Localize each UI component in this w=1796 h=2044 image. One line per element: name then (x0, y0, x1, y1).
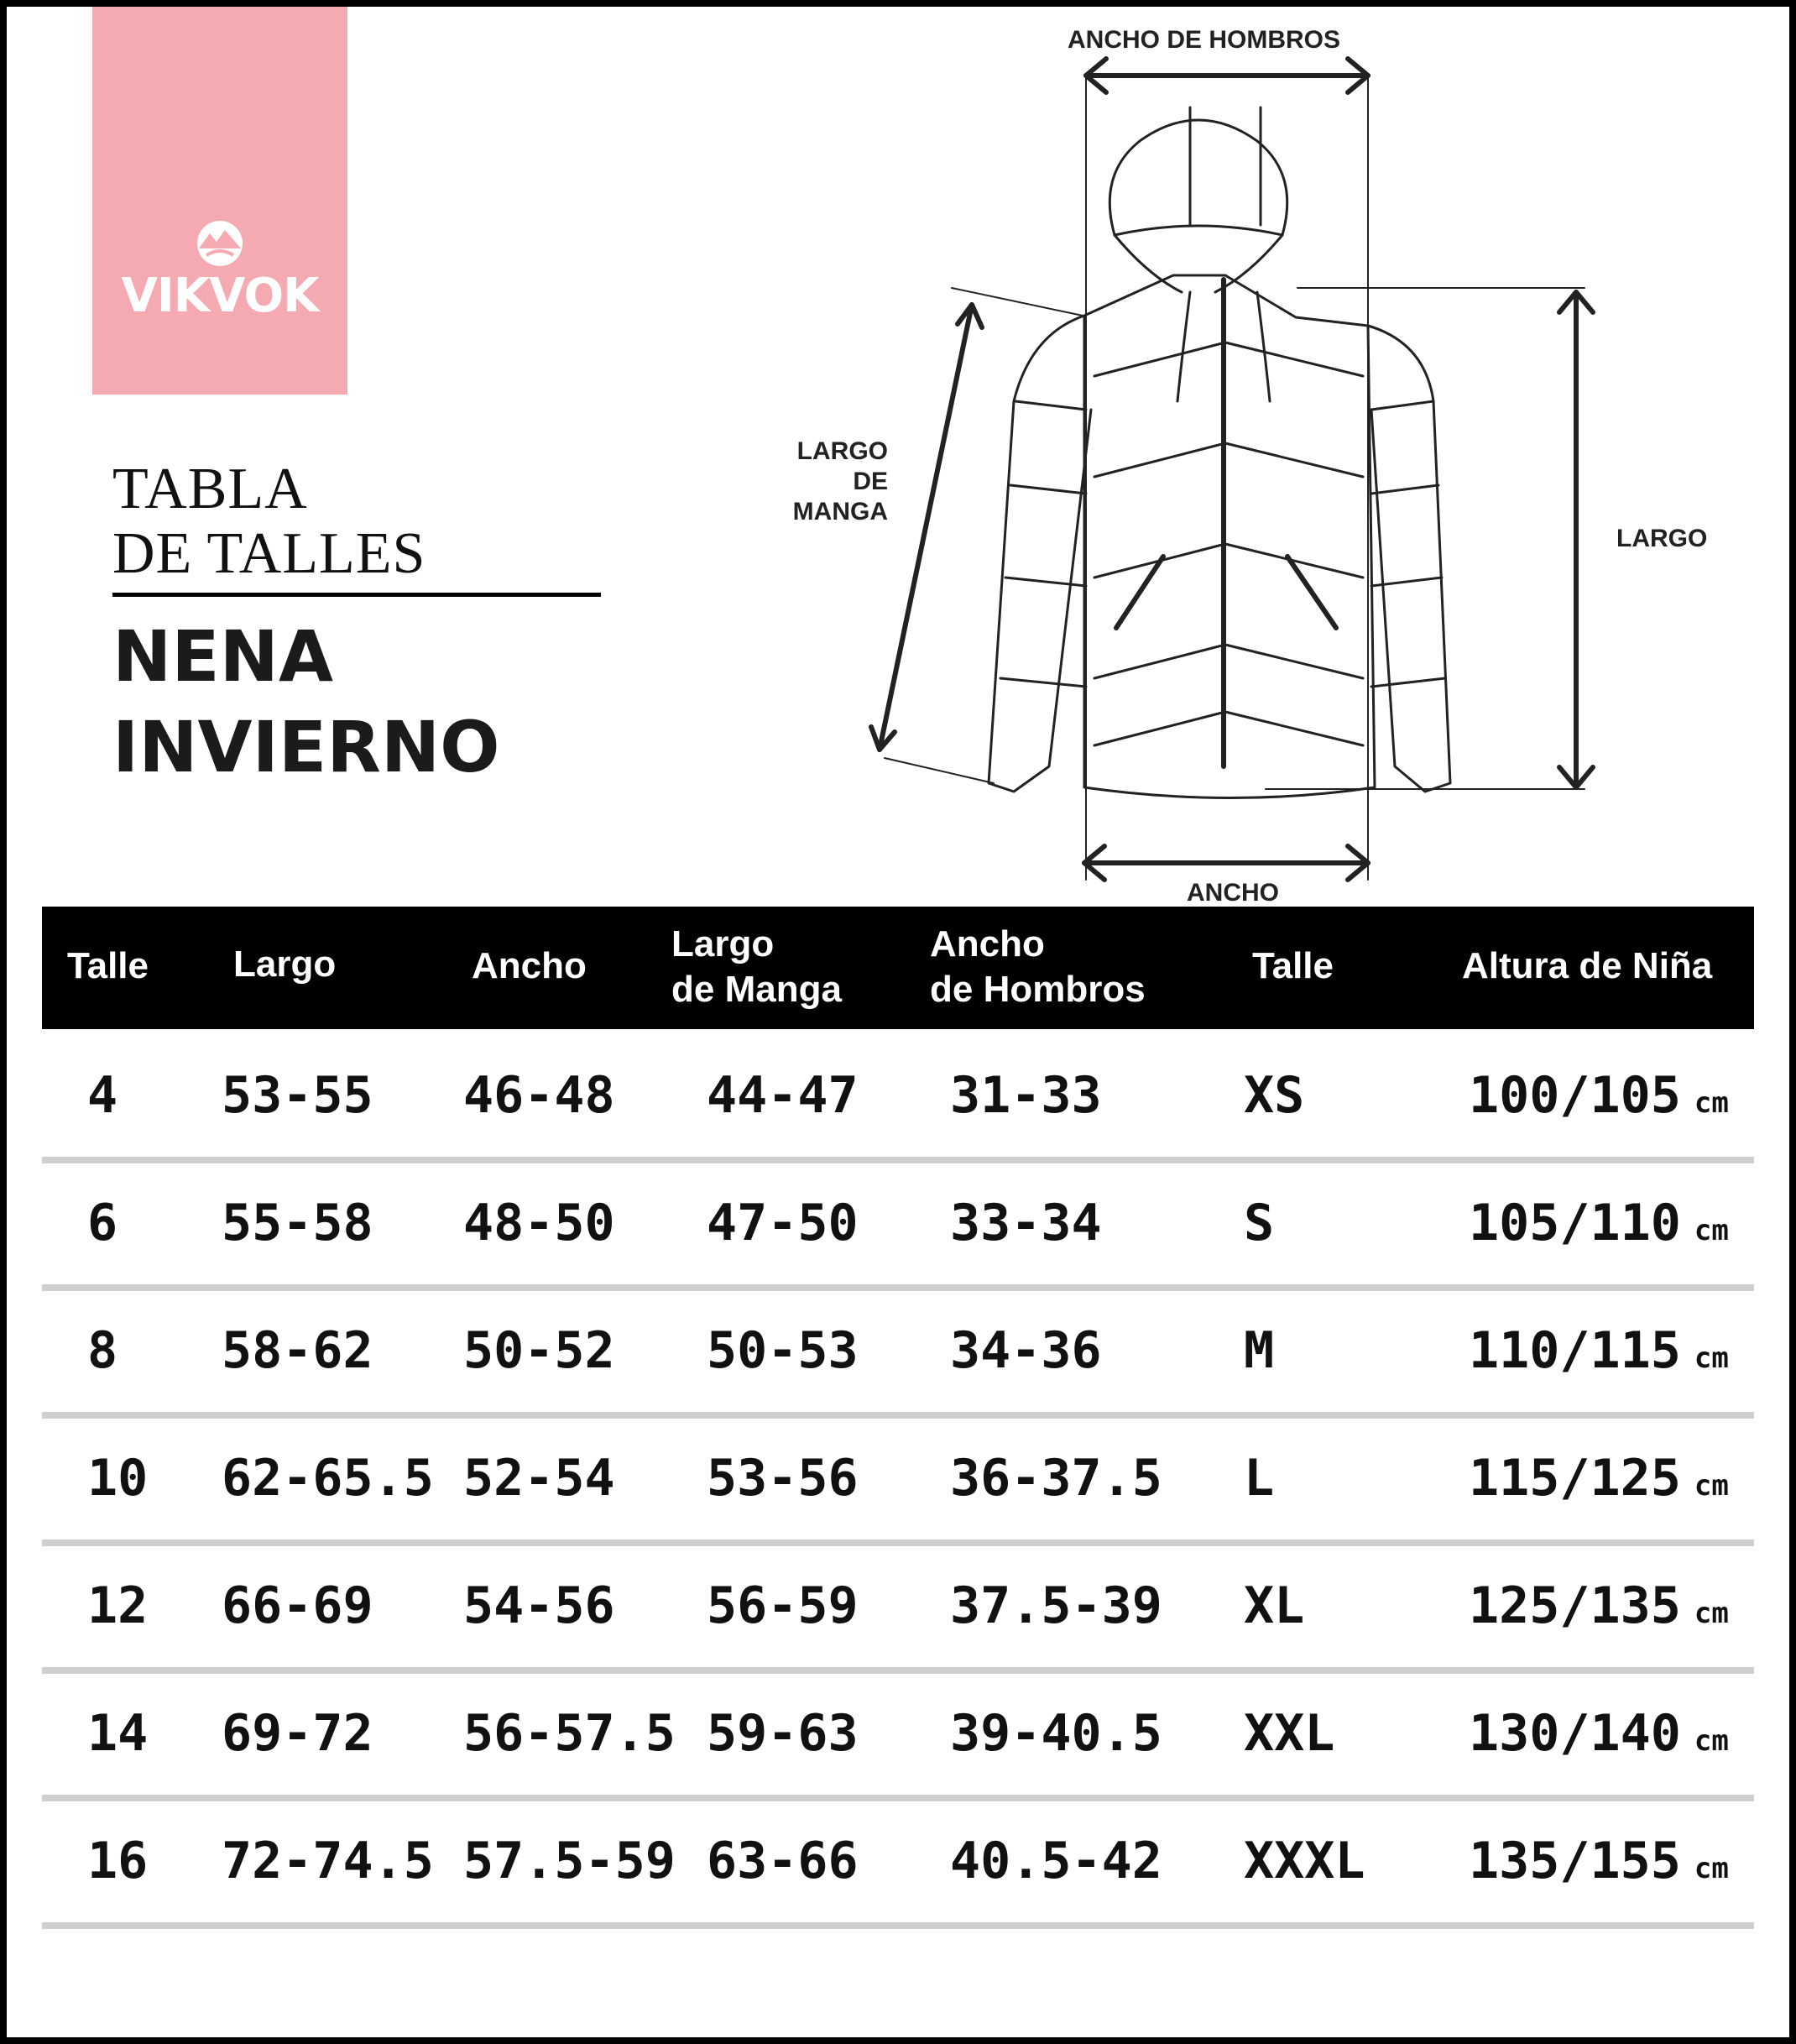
header-talle: Talle (67, 945, 149, 986)
table-row (42, 1801, 1754, 1929)
cell-ancho-value: 57.5-59 (463, 1832, 676, 1890)
row-divider (42, 1922, 1754, 1929)
cell-largo-manga (707, 1449, 859, 1508)
unit-cm: cm (1694, 1597, 1729, 1630)
cell-talle (87, 1704, 148, 1763)
table-row (42, 1546, 1754, 1674)
cell-largo (222, 1576, 373, 1635)
cell-talle-value: 4 (87, 1066, 118, 1125)
cell-largo-manga (707, 1321, 859, 1380)
cell-altura-value: 105/110 (1469, 1194, 1681, 1252)
cell-largo-manga-value: 53-56 (707, 1449, 859, 1508)
cell-ancho-hombros (950, 1449, 1162, 1508)
cell-talle-letter-value: XXXL (1244, 1832, 1365, 1890)
jacket-diagram (7, 7, 1789, 907)
header-ancho: Ancho (472, 945, 587, 986)
cell-talle-letter (1244, 1321, 1274, 1380)
cell-largo-manga (707, 1704, 859, 1763)
cell-talle-letter-value: L (1244, 1449, 1275, 1508)
cell-talle-letter-value: XL (1244, 1576, 1305, 1635)
cell-talle-value: 14 (87, 1704, 149, 1763)
cell-ancho-hombros-value: 39-40.5 (950, 1704, 1162, 1763)
cell-ancho-value: 54-56 (463, 1576, 615, 1635)
cell-altura (1469, 1449, 1729, 1508)
unit-cm: cm (1694, 1852, 1729, 1885)
cell-altura (1469, 1576, 1729, 1635)
row-divider (42, 1412, 1754, 1419)
cell-ancho (463, 1066, 615, 1125)
cell-ancho (463, 1194, 615, 1252)
cell-ancho (463, 1832, 676, 1890)
cell-talle-letter (1244, 1066, 1304, 1125)
cell-ancho-hombros-value: 40.5-42 (950, 1832, 1162, 1890)
cell-talle-letter-value: S (1244, 1194, 1275, 1252)
brand-name: VIKVOK (121, 269, 319, 323)
cell-talle-letter (1244, 1449, 1274, 1508)
cell-altura-value: 110/115 (1469, 1321, 1681, 1380)
cell-talle (87, 1449, 148, 1508)
header-largo: Largo (233, 944, 337, 985)
header-ancho-hombros: Ancho de Hombros (930, 923, 1146, 1010)
title-line-2: DE TALLES (112, 521, 426, 586)
sleeve-label-line-2: DE (853, 468, 888, 495)
sleeve-label-line-3: MANGA (792, 498, 888, 525)
cell-largo-value: 72-74.5 (222, 1832, 434, 1890)
row-divider (42, 1667, 1754, 1674)
cell-talle-value: 10 (87, 1449, 149, 1508)
row-divider (42, 1157, 1754, 1163)
table-row (42, 1674, 1754, 1801)
cell-altura-value: 115/125 (1469, 1449, 1681, 1508)
table-row (42, 1291, 1754, 1419)
cell-largo-value: 55-58 (222, 1194, 373, 1252)
cell-largo-value: 58-62 (222, 1321, 373, 1380)
unit-cm: cm (1694, 1469, 1729, 1503)
cell-largo (222, 1704, 373, 1763)
cell-altura (1469, 1066, 1729, 1125)
cell-talle-letter (1244, 1704, 1334, 1763)
cell-talle-value: 6 (87, 1194, 118, 1252)
cell-ancho-hombros-value: 36-37.5 (950, 1449, 1162, 1508)
title-line-1: TABLA (112, 457, 308, 521)
cell-largo (222, 1832, 434, 1890)
cell-talle-letter (1244, 1576, 1304, 1635)
unit-cm: cm (1694, 1724, 1729, 1758)
cell-largo-manga (707, 1832, 859, 1890)
header-talle-letter: Talle (1252, 945, 1334, 986)
table-row (42, 1163, 1754, 1291)
header-largo-manga: Largo de Manga (671, 923, 842, 1010)
length-label: LARGO (1616, 525, 1708, 552)
cell-ancho (463, 1449, 615, 1508)
cell-talle (87, 1832, 148, 1890)
cell-ancho-value: 56-57.5 (463, 1704, 676, 1763)
cell-ancho-hombros (950, 1066, 1102, 1125)
cell-ancho-hombros (950, 1704, 1162, 1763)
cell-altura-value: 130/140 (1469, 1704, 1681, 1763)
row-divider (42, 1284, 1754, 1291)
cell-largo-value: 69-72 (222, 1704, 373, 1763)
cell-talle-value: 16 (87, 1832, 149, 1890)
cell-ancho (463, 1576, 615, 1635)
cell-altura-value: 125/135 (1469, 1576, 1681, 1635)
cell-ancho-hombros (950, 1194, 1102, 1252)
cell-largo-manga-value: 63-66 (707, 1832, 859, 1890)
cell-largo-manga-value: 44-47 (707, 1066, 859, 1125)
cell-largo-manga (707, 1194, 859, 1252)
table-row (42, 1419, 1754, 1546)
cell-altura (1469, 1321, 1729, 1380)
cell-largo-value: 53-55 (222, 1066, 373, 1125)
cell-largo-value: 62-65.5 (222, 1449, 434, 1508)
cell-ancho-hombros (950, 1321, 1102, 1380)
cell-ancho-hombros (950, 1832, 1162, 1890)
cell-ancho-hombros-value: 34-36 (950, 1321, 1102, 1380)
cell-talle-letter (1244, 1194, 1274, 1252)
cell-talle (87, 1321, 117, 1380)
row-divider (42, 1540, 1754, 1546)
cell-largo (222, 1194, 373, 1252)
cell-ancho (463, 1704, 676, 1763)
cell-largo (222, 1066, 373, 1125)
cell-altura (1469, 1194, 1729, 1252)
shoulder-width-label: ANCHO DE HOMBROS (1068, 26, 1341, 54)
cell-ancho-hombros (950, 1576, 1162, 1635)
cell-talle-letter-value: XXL (1244, 1704, 1335, 1763)
cell-largo-manga-value: 56-59 (707, 1576, 859, 1635)
unit-cm: cm (1694, 1086, 1729, 1120)
subtitle-line-1: NENA (112, 615, 333, 698)
sleeve-label-line-1: LARGO (796, 437, 888, 465)
table-header (42, 907, 1754, 1029)
cell-altura (1469, 1832, 1729, 1890)
cell-ancho (463, 1321, 615, 1380)
cell-talle (87, 1066, 117, 1125)
subtitle-line-2: INVIERNO (112, 706, 500, 788)
cell-talle-letter (1244, 1832, 1365, 1890)
cell-largo-manga-value: 50-53 (707, 1321, 859, 1380)
cell-talle-value: 8 (87, 1321, 118, 1380)
unit-cm: cm (1694, 1341, 1729, 1375)
cell-largo (222, 1321, 373, 1380)
table-row (42, 1036, 1754, 1163)
header-altura: Altura de Niña (1462, 945, 1713, 986)
cell-talle (87, 1194, 117, 1252)
row-divider (42, 1795, 1754, 1801)
width-label: ANCHO (1187, 879, 1279, 907)
cell-talle (87, 1576, 148, 1635)
cell-ancho-value: 52-54 (463, 1449, 615, 1508)
cell-altura-value: 100/105 (1469, 1066, 1681, 1125)
cell-talle-value: 12 (87, 1576, 149, 1635)
cell-ancho-hombros-value: 31-33 (950, 1066, 1102, 1125)
cell-largo-value: 66-69 (222, 1576, 373, 1635)
cell-ancho-hombros-value: 33-34 (950, 1194, 1102, 1252)
unit-cm: cm (1694, 1214, 1729, 1247)
cell-altura (1469, 1704, 1729, 1763)
cell-ancho-value: 46-48 (463, 1066, 615, 1125)
cell-talle-letter-value: M (1244, 1321, 1275, 1380)
cell-largo-manga (707, 1576, 859, 1635)
sleeve-length-label (762, 437, 888, 527)
cell-altura-value: 135/155 (1469, 1832, 1681, 1890)
cell-ancho-hombros-value: 37.5-39 (950, 1576, 1162, 1635)
cell-ancho-value: 50-52 (463, 1321, 615, 1380)
cell-largo-manga-value: 47-50 (707, 1194, 859, 1252)
cell-largo-manga-value: 59-63 (707, 1704, 859, 1763)
cell-largo-manga (707, 1066, 859, 1125)
cell-ancho-value: 48-50 (463, 1194, 615, 1252)
cell-talle-letter-value: XS (1244, 1066, 1305, 1125)
cell-largo (222, 1449, 434, 1508)
